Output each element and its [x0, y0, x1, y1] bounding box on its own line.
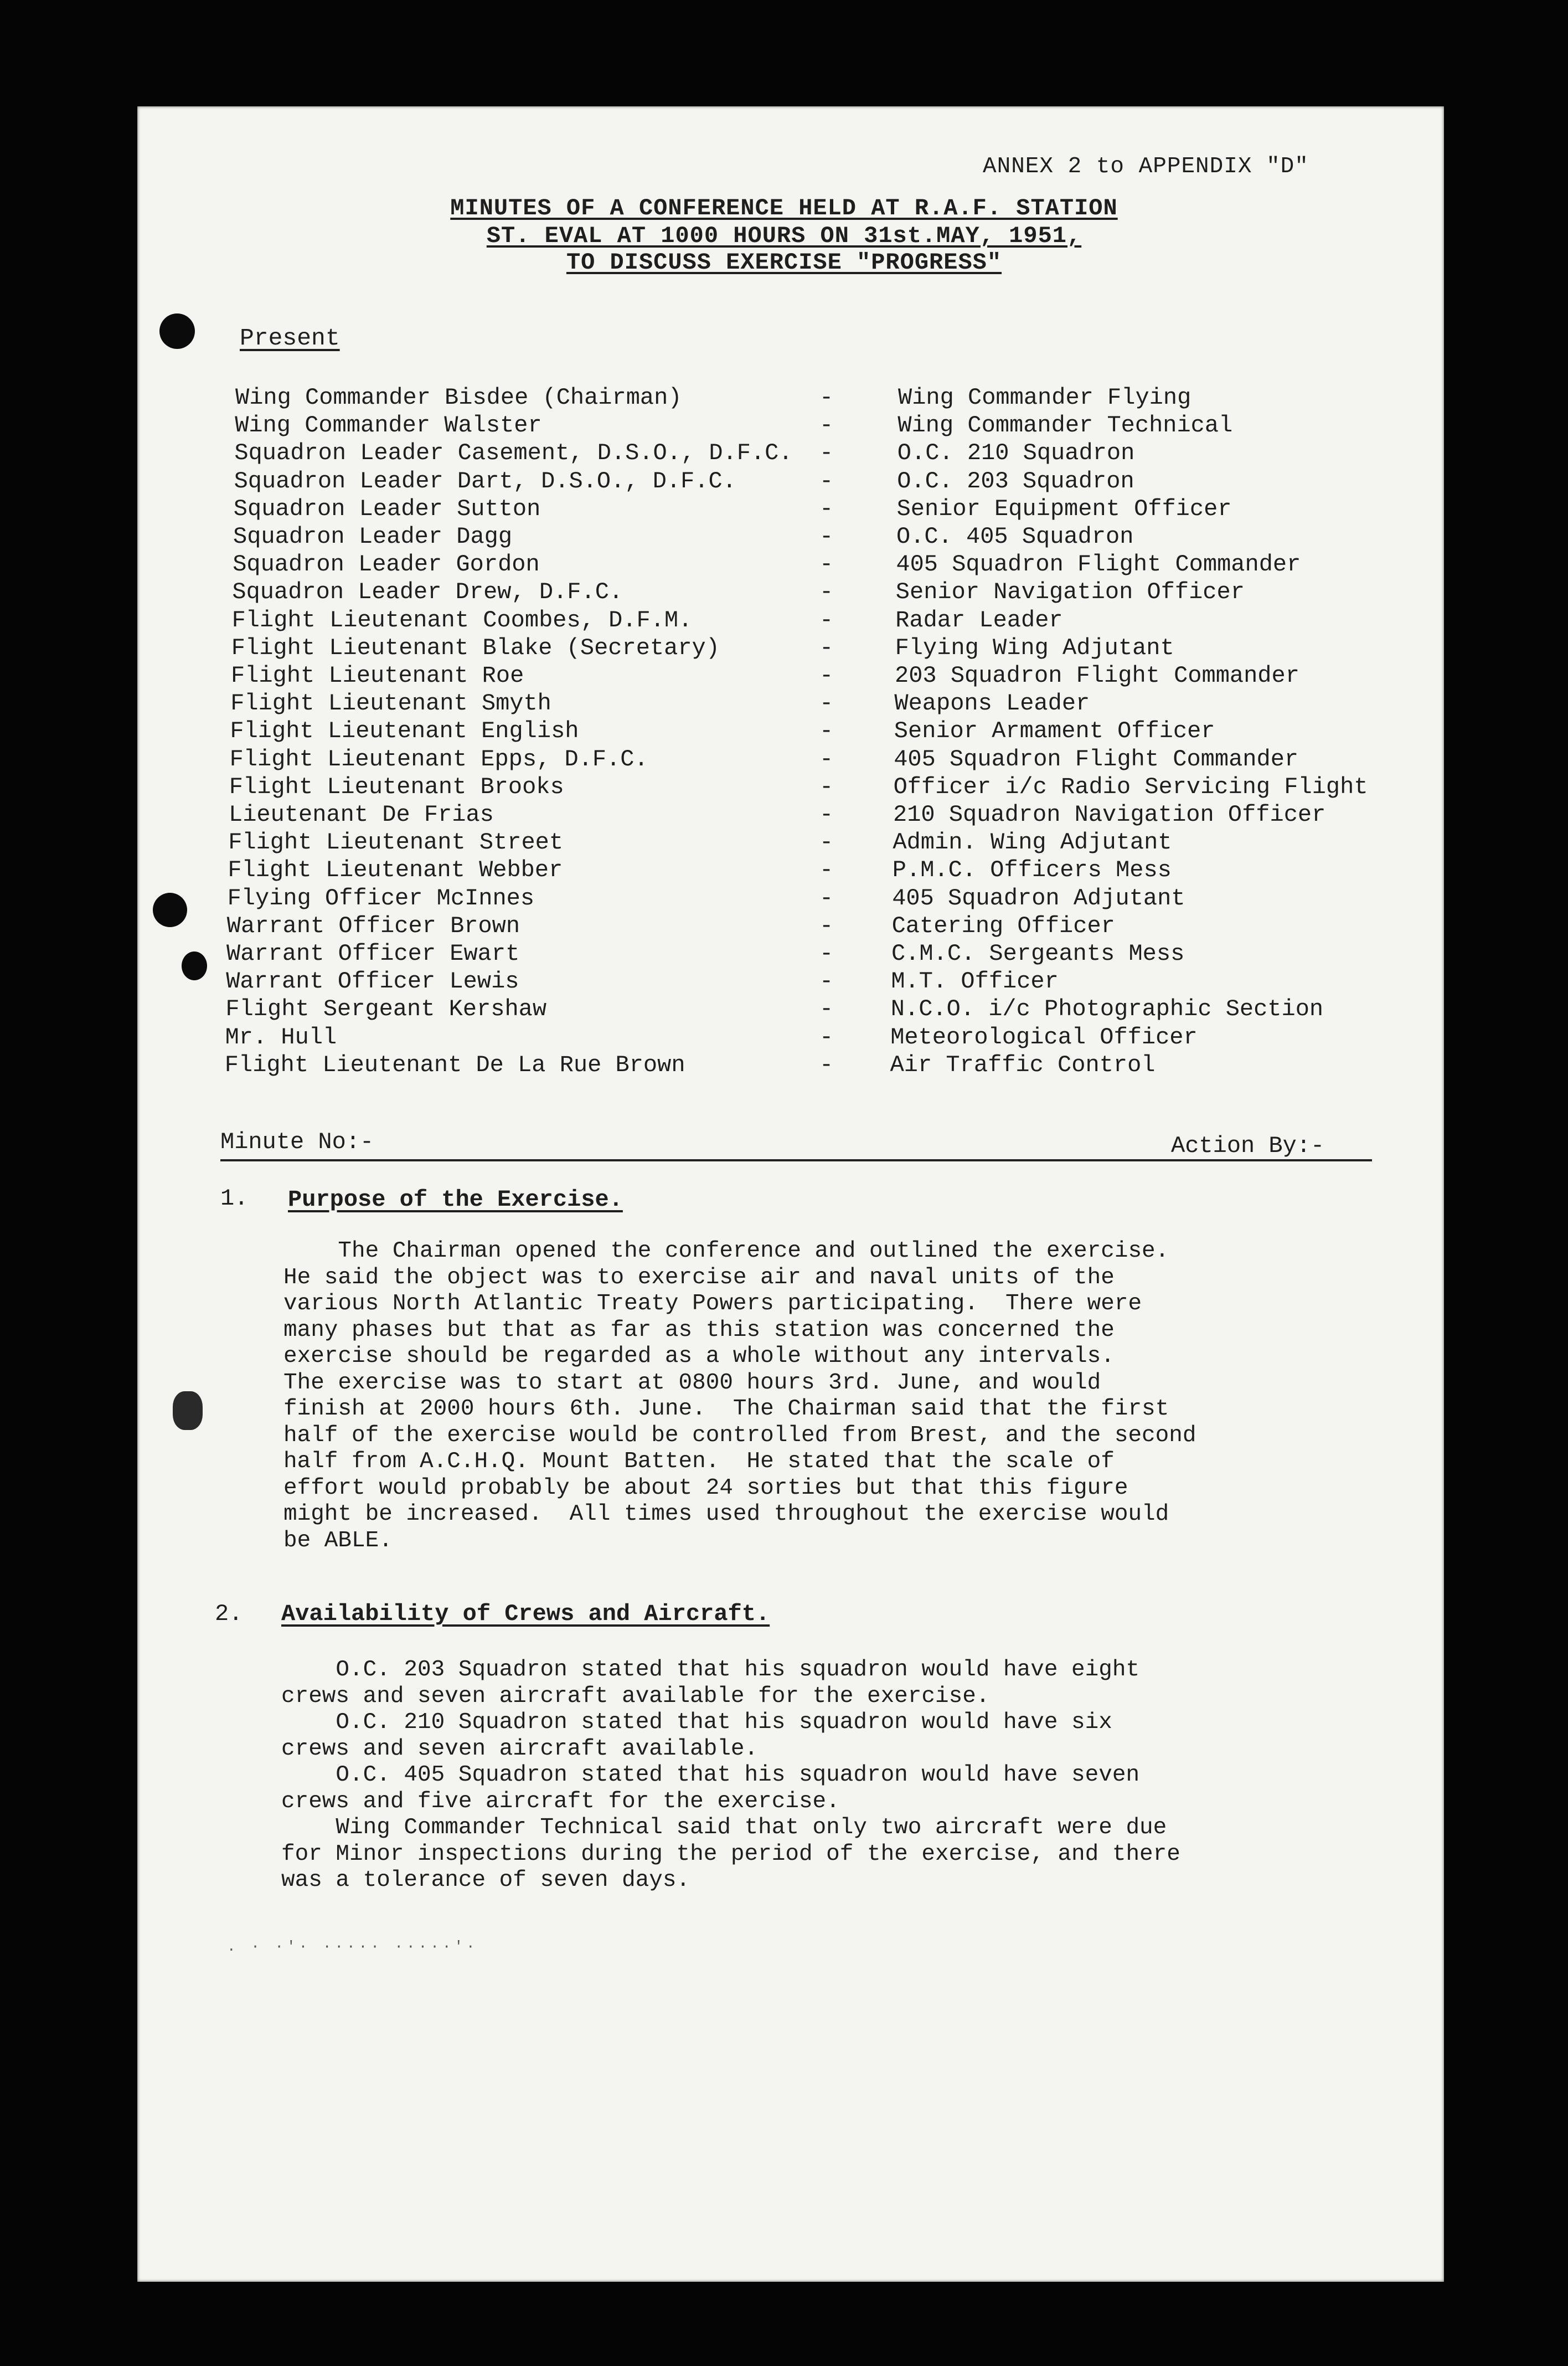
attendee-row [0, 774, 1568, 801]
attendee-role: C.M.C. Sergeants Mess [891, 940, 1185, 967]
attendee-row [0, 913, 1568, 940]
attendee-name: Flight Lieutenant Webber [228, 857, 563, 884]
attendee-role: Admin. Wing Adjutant [893, 829, 1172, 856]
attendee-separator: - [819, 662, 834, 689]
attendee-separator: - [819, 579, 834, 606]
attendee-row [0, 746, 1568, 774]
attendee-row [0, 1024, 1568, 1052]
attendee-separator: - [819, 606, 834, 634]
attendee-role: Weapons Leader [894, 690, 1090, 717]
attendee-name: Squadron Leader Sutton [233, 495, 541, 522]
attendee-name: Flight Lieutenant De La Rue Brown [224, 1051, 685, 1078]
attendee-separator: - [819, 912, 834, 939]
annex-label: ANNEX 2 to APPENDIX "D" [983, 154, 1309, 179]
attendee-name: Squadron Leader Casement, D.S.O., D.F.C. [234, 440, 793, 467]
attendee-role: 405 Squadron Adjutant [892, 884, 1185, 912]
attendee-row [0, 829, 1568, 857]
attendee-role: Senior Equipment Officer [896, 495, 1232, 522]
attendee-name: Lieutenant De Frias [229, 801, 494, 828]
header-divider [220, 1159, 1372, 1161]
present-heading: Present [240, 325, 340, 352]
attendee-name: Squadron Leader Dagg [233, 523, 513, 550]
attendee-name: Flight Sergeant Kershaw [225, 996, 547, 1023]
attendee-role: M.T. Officer [891, 968, 1059, 995]
attendee-row [0, 468, 1568, 496]
document-title-line-2: ST. EVAL AT 1000 HOURS ON 31st.MAY, 1951, [486, 223, 1082, 249]
attendee-name: Flight Lieutenant Coombes, D.F.M. [231, 606, 693, 634]
attendee-row [0, 496, 1568, 523]
attendee-name: Warrant Officer Ewart [226, 940, 520, 967]
attendee-separator: - [819, 1023, 834, 1051]
attendee-separator: - [819, 718, 834, 745]
punch-hole-top [159, 313, 195, 349]
attendee-row [0, 523, 1568, 551]
attendee-separator: - [819, 412, 834, 439]
attendee-role: N.C.O. i/c Photographic Section [890, 996, 1324, 1023]
attendee-separator: - [819, 829, 834, 856]
attendee-role: Senior Navigation Officer [895, 579, 1245, 606]
attendee-separator: - [819, 634, 834, 661]
ink-smudge [173, 1391, 203, 1430]
section-2-number: 2. [215, 1601, 243, 1627]
attendee-separator: - [819, 857, 834, 884]
attendee-name: Flight Lieutenant Roe [231, 662, 524, 689]
attendee-separator: - [819, 551, 834, 578]
attendee-separator: - [819, 384, 834, 411]
section-1-body: The Chairman opened the conference and outlined the exercise. He said the object was to exercise air and naval units of the various North Atlantic Treaty Powers participating. There were many phases but that as far as this station was concerned the exercise should be regarded as a whole without any intervals. The exercise was to start at 0800 hours 3rd. June, and would finish at 2000 hours 6th. June. The Chairman said that the first half of the exercise would be controlled from Brest, and the second half from A.C.H.Q. Mount Batten. He stated that the scale of effort would probably be about 24 sorties but that this figure might be increased. All times used throughout the exercise would be ABLE. [283, 1238, 1196, 1554]
attendee-row [0, 551, 1568, 579]
section-2-heading: Availability of Crews and Aircraft. [281, 1601, 770, 1627]
attendee-row [0, 607, 1568, 635]
attendee-row [0, 996, 1568, 1023]
attendee-row [0, 801, 1568, 829]
attendee-name: Warrant Officer Brown [226, 912, 520, 939]
attendee-separator: - [819, 801, 834, 828]
attendee-separator: - [819, 440, 834, 467]
section-2-body: O.C. 203 Squadron stated that his squadron would have eight crews and seven aircraft available for the exercise. O.C. 210 Squadron stated that his squadron would have six crews and seven aircraft available. O.C. 405 Squadron stated that his squadron would have seven crews and five aircraft for the exercise. Wing Commander Technical said that only two aircraft were due for Minor inspections during the period of the exercise, and there was a tolerance of seven days. [281, 1657, 1180, 1893]
attendee-name: Flight Lieutenant Blake (Secretary) [231, 634, 720, 661]
attendee-role: 203 Squadron Flight Commander [895, 662, 1299, 689]
attendee-row [0, 662, 1568, 690]
attendee-row [0, 968, 1568, 996]
attendee-row [0, 412, 1568, 440]
attendee-separator: - [819, 773, 834, 800]
attendee-separator: - [819, 495, 834, 522]
attendee-role: 405 Squadron Flight Commander [894, 745, 1299, 773]
attendee-row [0, 579, 1568, 606]
section-1-heading: Purpose of the Exercise. [288, 1186, 623, 1213]
attendee-name: Warrant Officer Lewis [226, 968, 519, 995]
attendee-name: Squadron Leader Dart, D.S.O., D.F.C. [234, 467, 736, 495]
attendee-separator: - [819, 523, 834, 550]
attendee-role: 405 Squadron Flight Commander [896, 551, 1301, 578]
minute-no-column-header: Minute No:- [220, 1129, 374, 1155]
action-by-column-header: Action By:- [1171, 1133, 1325, 1159]
attendee-role: O.C. 405 Squadron [896, 523, 1134, 550]
attendee-separator: - [819, 1051, 834, 1078]
attendee-role: Wing Commander Technical [898, 412, 1233, 439]
attendee-name: Mr. Hull [225, 1023, 337, 1051]
attendee-separator: - [819, 745, 834, 773]
attendee-role: P.M.C. Officers Mess [892, 857, 1172, 884]
attendee-name: Flight Lieutenant Epps, D.F.C. [229, 745, 648, 773]
attendee-name: Squadron Leader Gordon [233, 551, 540, 578]
attendee-separator: - [819, 884, 834, 912]
document-title-line-1: MINUTES OF A CONFERENCE HELD AT R.A.F. STATION [450, 195, 1118, 222]
attendee-name: Squadron Leader Drew, D.F.C. [232, 579, 623, 606]
attendee-name: Wing Commander Bisdee (Chairman) [235, 384, 682, 411]
section-1-number: 1. [220, 1185, 249, 1212]
attendee-role: Radar Leader [895, 606, 1063, 634]
attendee-row [0, 1052, 1568, 1079]
attendee-row [0, 885, 1568, 913]
attendee-name: Flight Lieutenant Smyth [230, 690, 551, 717]
attendee-row [0, 635, 1568, 662]
attendee-name: Wing Commander Walster [235, 412, 542, 439]
attendee-separator: - [819, 690, 834, 717]
attendee-row [0, 690, 1568, 718]
attendee-name: Flight Lieutenant Street [228, 829, 564, 856]
attendee-separator: - [819, 996, 834, 1023]
faint-dot-marks: . · ·'· ····· ·····'· [227, 1938, 478, 1955]
attendee-role: Air Traffic Control [890, 1051, 1156, 1078]
attendee-row [0, 857, 1568, 884]
attendee-role: O.C. 210 Squadron [897, 440, 1135, 467]
attendee-row [0, 940, 1568, 968]
attendee-role: Catering Officer [891, 912, 1115, 939]
attendee-role: Senior Armament Officer [894, 718, 1215, 745]
attendee-role: Flying Wing Adjutant [895, 634, 1174, 661]
attendee-role: O.C. 203 Squadron [897, 467, 1134, 495]
document-title-line-3: TO DISCUSS EXERCISE "PROGRESS" [566, 249, 1002, 276]
attendee-separator: - [819, 968, 834, 995]
attendee-name: Flying Officer McInnes [227, 884, 535, 912]
attendee-row [0, 384, 1568, 412]
attendee-separator: - [819, 940, 834, 967]
attendee-name: Flight Lieutenant Brooks [229, 773, 564, 800]
attendee-role: Meteorological Officer [890, 1023, 1198, 1051]
attendee-role: Wing Commander Flying [898, 384, 1192, 411]
attendee-row [0, 718, 1568, 745]
attendee-separator: - [819, 467, 834, 495]
attendee-role: Officer i/c Radio Servicing Flight [893, 773, 1368, 800]
attendee-row [0, 440, 1568, 467]
attendee-role: 210 Squadron Navigation Officer [893, 801, 1326, 828]
attendee-name: Flight Lieutenant English [230, 718, 579, 745]
